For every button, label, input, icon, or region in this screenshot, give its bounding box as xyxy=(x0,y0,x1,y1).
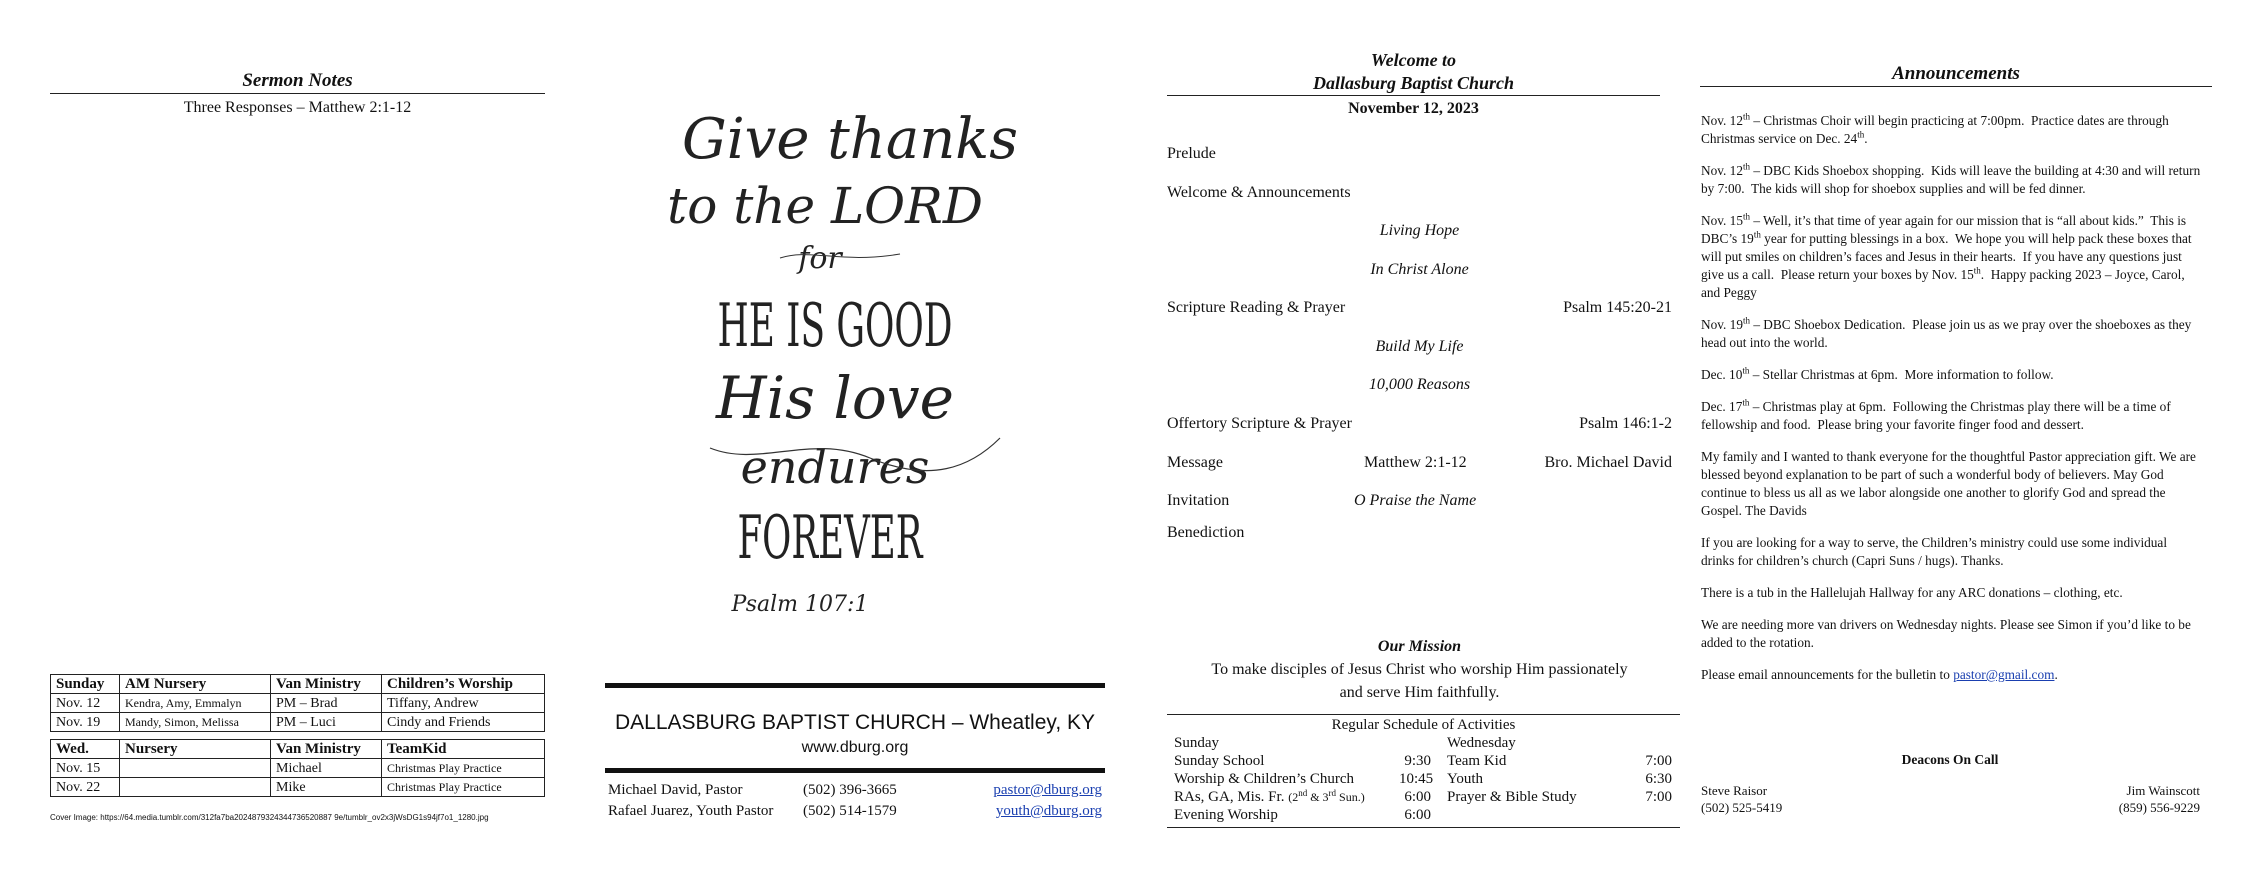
mission-heading: Our Mission xyxy=(1377,638,1462,655)
sunday-label: Sunday xyxy=(1174,735,1219,751)
order-of-worship-panel xyxy=(1167,0,1682,885)
deacon-phone: (859) 556-9229 xyxy=(2118,800,2200,815)
table-header-cell: TeamKid xyxy=(382,740,545,759)
welcome-announcements-item: Welcome & Announcements xyxy=(1167,184,1351,201)
regular-schedule-heading: Regular Schedule of Activities xyxy=(1331,717,1516,733)
table-cell xyxy=(120,778,271,797)
message-item: Message xyxy=(1167,454,1223,471)
church-website[interactable]: www.dburg.org xyxy=(801,739,909,756)
table-row xyxy=(51,759,545,778)
sunday-activity: Worship & Children’s Church xyxy=(1174,771,1355,787)
art-line: FOREVER xyxy=(737,503,924,573)
table-cell: Cindy and Friends xyxy=(382,713,545,732)
announcement-email-line xyxy=(1701,666,2201,684)
wednesday-label: Wednesday xyxy=(1447,735,1516,751)
staff-phone: (502) 514-1579 xyxy=(803,803,897,819)
sunday-schedule-table xyxy=(50,674,545,732)
sunday-activity-time: 6:00 xyxy=(1404,789,1431,805)
table-header-cell: Nursery xyxy=(120,740,271,759)
announcement-item: Nov. 19th – DBC Shoebox Dedication. Please join us as we pray over the shoeboxes as they head out into the world. xyxy=(1701,315,2192,350)
email-prefix: Please email announcements for the bulletin to xyxy=(1701,667,1954,682)
sunday-activity-time: 10:45 xyxy=(1399,771,1434,787)
art-line: Psalm 107:1 xyxy=(731,592,869,617)
table-header-row xyxy=(51,740,545,759)
deacon-contact xyxy=(1701,782,1782,816)
table-header-cell: Wed. xyxy=(51,740,120,759)
message-speaker: Bro. Michael David xyxy=(1544,454,1672,471)
art-line: HE IS GOOD xyxy=(717,291,953,361)
announcements-heading: Announcements xyxy=(1700,63,2212,87)
deacon-name: Jim Wainscott xyxy=(2126,783,2200,798)
sermon-notes-heading: Sermon Notes xyxy=(50,70,545,94)
table-cell: Nov. 22 xyxy=(51,778,120,797)
wednesday-activity: Team Kid xyxy=(1447,753,1507,769)
wednesday-activity: Prayer & Bible Study xyxy=(1447,789,1577,805)
announcement-item: Nov. 12th – DBC Kids Shoebox shopping. Kids will leave the building at 4:30 and will return by 7:00. The kids will shop for shoebox supplies and will be fed dinner. xyxy=(1701,161,2201,196)
art-line: to the LORD xyxy=(667,177,983,235)
table-cell: Nov. 19 xyxy=(51,713,120,732)
benediction-item: Benediction xyxy=(1167,524,1245,541)
table-header-cell: Sunday xyxy=(51,675,120,694)
announcements-panel xyxy=(1700,0,2212,885)
cover-panel xyxy=(600,0,1110,885)
table-cell: PM – Luci xyxy=(271,713,382,732)
song-title: Build My Life xyxy=(1375,338,1464,355)
church-title: Dallasburg Baptist Church xyxy=(1167,73,1660,96)
sunday-activity: Sunday School xyxy=(1174,753,1265,769)
staff-name: Michael David, Pastor xyxy=(608,782,743,798)
mission-text: and serve Him faithfully. xyxy=(1339,684,1500,701)
song-title: 10,000 Reasons xyxy=(1368,376,1471,393)
announcement-item: Nov. 12th – Christmas Choir will begin practicing at 7:00pm. Practice dates are through Christmas service on Dec. 24th. xyxy=(1701,111,2169,146)
announcement-item: There is a tub in the Hallelujah Hallway for any ARC donations – clothing, etc. xyxy=(1701,585,2123,600)
art-line: His love xyxy=(716,364,954,432)
email-link[interactable]: pastor@gmail.com xyxy=(1953,667,2055,682)
offertory-item: Offertory Scripture & Prayer xyxy=(1167,415,1352,432)
church-name: DALLASBURG BAPTIST CHURCH – Wheatley, KY xyxy=(614,711,1096,734)
art-line: endures xyxy=(740,440,930,494)
table-header-cell: AM Nursery xyxy=(120,675,271,694)
staff-phone: (502) 396-3665 xyxy=(803,782,897,798)
announcement-item: We are needing more van drivers on Wednesday nights. Please see Simon if you’d like to be added to the rotation. xyxy=(1701,617,2191,650)
announcement-item: Dec. 10th – Stellar Christmas at 6pm. More information to follow. xyxy=(1701,365,2054,382)
staff-email-link[interactable]: pastor@dburg.org xyxy=(993,782,1102,798)
invitation-item: Invitation xyxy=(1167,492,1230,509)
deacon-name: Steve Raisor xyxy=(1701,783,1768,798)
table-cell: Tiffany, Andrew xyxy=(382,694,545,713)
table-header-cell: Children’s Worship xyxy=(382,675,545,694)
message-reference: Matthew 2:1-12 xyxy=(1364,454,1467,471)
mission-text: To make disciples of Jesus Christ who worship Him passionately xyxy=(1211,661,1628,678)
wednesday-schedule-table xyxy=(50,739,545,797)
table-cell: Mandy, Simon, Melissa xyxy=(120,713,271,732)
table-cell: PM – Brad xyxy=(271,694,382,713)
announcement-item: Nov. 15th – Well, it’s that time of year again for our mission that is “all about kids.” This is DBC’s 19th year for putting blessings in a box. We hope you will help pack these boxes that will put smiles on children’s faces and Jesus in their hearts. If you have any questions just give us a call. Please return your boxes by Nov. 15th. Happy packing 2023 – Joyce, Carol, and Peggy xyxy=(1701,211,2192,300)
table-cell xyxy=(120,759,271,778)
table-header-cell: Van Ministry xyxy=(271,740,382,759)
table-header-row xyxy=(51,675,545,694)
table-row xyxy=(51,778,545,797)
announcement-item: Dec. 17th – Christmas play at 6pm. Following the Christmas play there will be a time of fellowship and food. Please bring your favorite finger food and dessert. xyxy=(1701,397,2171,432)
sunday-activity: Evening Worship xyxy=(1174,807,1278,823)
table-row xyxy=(51,713,545,732)
cover-image-credit: Cover Image: https://64.media.tumblr.com/312fa7ba2024879324344736520887 9e/tumblr_ov2x3jWsDG1s94jf7o1_1280.jpg xyxy=(50,813,489,822)
table-cell: Kendra, Amy, Emmalyn xyxy=(120,694,271,713)
scripture-reading-item: Scripture Reading & Prayer xyxy=(1167,299,1346,316)
sunday-activity-time: 9:30 xyxy=(1404,753,1431,769)
deacon-phone: (502) 525-5419 xyxy=(1701,800,1783,815)
deacon-contact xyxy=(1980,782,2200,816)
cover-art xyxy=(667,88,1030,628)
sermon-subtitle: Three Responses – Matthew 2:1-12 xyxy=(183,99,412,116)
art-line: Give thanks xyxy=(682,107,1018,172)
cover-divider-bottom xyxy=(605,768,1105,773)
table-row xyxy=(51,694,545,713)
art-line: for xyxy=(798,241,842,276)
email-suffix: . xyxy=(2054,667,2058,682)
deacons-heading: Deacons On Call xyxy=(1901,752,1999,767)
announcements-list xyxy=(1701,112,2201,698)
table-header-cell: Van Ministry xyxy=(271,675,382,694)
table-cell: Nov. 15 xyxy=(51,759,120,778)
table-cell: Nov. 12 xyxy=(51,694,120,713)
staff-name: Rafael Juarez, Youth Pastor xyxy=(608,803,774,819)
welcome-line: Welcome to xyxy=(1370,50,1457,70)
sunday-activity: RAs, GA, Mis. Fr. (2nd & 3rd Sun.) xyxy=(1174,788,1365,805)
staff-email-link[interactable]: youth@dburg.org xyxy=(995,803,1102,819)
table-cell: Michael xyxy=(271,759,382,778)
cover-divider-top xyxy=(605,683,1105,688)
song-title: In Christ Alone xyxy=(1370,261,1469,278)
table-cell: Mike xyxy=(271,778,382,797)
announcement-item: If you are looking for a way to serve, the Children’s ministry could use some individual drinks for children’s church (Capri Suns / hugs). Thanks. xyxy=(1701,535,2168,568)
invitation-song: O Praise the Name xyxy=(1354,492,1477,509)
sunday-activity-time: 6:00 xyxy=(1404,807,1431,823)
regular-schedule-bottom-rule xyxy=(1167,827,1680,828)
service-date: November 12, 2023 xyxy=(1348,100,1479,117)
table-cell: Christmas Play Practice xyxy=(382,778,545,797)
prelude-item: Prelude xyxy=(1167,145,1216,162)
song-title: Living Hope xyxy=(1379,222,1460,239)
wednesday-activity-time: 7:00 xyxy=(1645,789,1672,805)
table-cell: Christmas Play Practice xyxy=(382,759,545,778)
wednesday-activity: Youth xyxy=(1447,771,1483,787)
regular-schedule-divider xyxy=(1167,714,1680,715)
sermon-notes-panel xyxy=(50,0,545,885)
announcement-item: My family and I wanted to thank everyone for the thoughtful Pastor appreciation gift. We are blessed beyond explanation to be part of such a wonderful body of believers. May God continue to bless us all as we labor alongside one another to glorify God and spread the Gospel. The Davids xyxy=(1701,449,2196,518)
scripture-reference: Psalm 145:20-21 xyxy=(1563,299,1672,316)
wednesday-activity-time: 7:00 xyxy=(1645,753,1672,769)
offertory-reference: Psalm 146:1-2 xyxy=(1579,415,1672,432)
wednesday-activity-time: 6:30 xyxy=(1645,771,1672,787)
